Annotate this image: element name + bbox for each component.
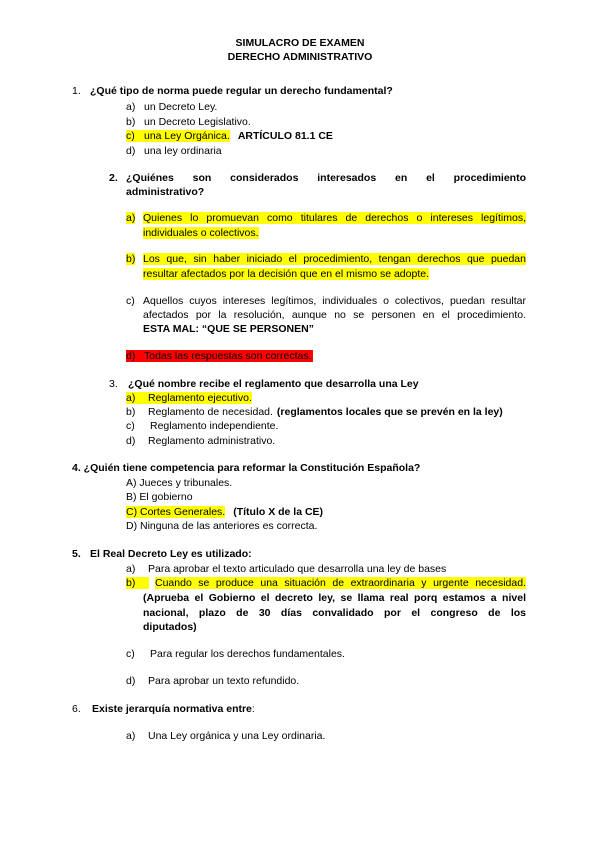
q2-option-c-note: ESTA MAL: “QUE SE PERSONEN” xyxy=(143,323,314,335)
question-3-number: 3. xyxy=(109,378,118,390)
question-2-text-line2: administrativo? xyxy=(126,186,205,198)
q1-note: ARTÍCULO 81.1 CE xyxy=(237,130,333,142)
q3-option-c: c) Reglamento independiente. xyxy=(126,420,279,432)
question-1-text: ¿Qué tipo de norma puede regular un derecho fundamental? xyxy=(90,85,393,97)
question-1-number: 1. xyxy=(72,85,81,97)
q2-option-a-letter: a) xyxy=(126,212,136,224)
q2-option-b-letter: b) xyxy=(126,253,136,265)
q3-option-d: d) Reglamento administrativo. xyxy=(126,435,276,447)
question-4-text: 4. ¿Quién tiene competencia para reformar la Constitución Española? xyxy=(72,462,421,474)
q4-option-c: C) Cortes Generales. (Título X de la CE) xyxy=(126,506,324,518)
q4-note: (Título X de la CE) xyxy=(233,506,324,518)
question-5-number: 5. xyxy=(72,548,81,560)
q2-option-b-line1: Los que, sin haber iniciado el procedimiento, tengan derechos que puedan xyxy=(143,253,526,265)
q5-option-d: d) Para aprobar un texto refundido. xyxy=(126,675,300,687)
q6-option-a: a) Una Ley orgánica y una Ley ordinaria. xyxy=(126,730,326,742)
q4-option-d: D) Ninguna de las anteriores es correcta. xyxy=(126,520,318,532)
q2-option-c-letter: c) xyxy=(126,295,135,307)
q4-option-b: B) El gobierno xyxy=(126,491,193,503)
q5-option-b-letter: b) xyxy=(126,577,149,590)
q2-option-a-line2: individuales o colectivos. xyxy=(143,227,259,239)
q1-option-c: c) una Ley Orgánica. ARTÍCULO 81.1 CE xyxy=(126,130,333,142)
q5-option-b-text: Cuando se produce una situación de extraordinaria y urgente necesidad. xyxy=(155,577,526,589)
q5-option-a: a) Para aprobar el texto articulado que desarrolla una ley de bases xyxy=(126,563,447,575)
q5-note-line3: diputados) xyxy=(143,621,197,633)
question-6-text: Existe jerarquía normativa entre: xyxy=(92,703,255,715)
q5-note-line2: nacional, plazo de 30 días convalidado por el congreso de los xyxy=(143,607,526,619)
q3-option-b: b) Reglamento de necesidad. (reglamentos locales que se prevén en la ley) xyxy=(126,406,503,418)
q1-option-b: b) un Decreto Legislativo. xyxy=(126,116,251,128)
page-title: SIMULACRO DE EXAMEN xyxy=(235,37,365,49)
q2-option-b-line2: resultar afectados por la decisión que en el mismo se adopte. xyxy=(143,268,429,280)
q2-option-a-line1: Quienes lo promuevan como titulares de derechos o intereses legítimos, xyxy=(143,212,526,224)
q2-option-c-line2: afectados por la resolución, aunque no se personen en el procedimiento. xyxy=(143,309,526,321)
q2-option-c-line1: Aquellos cuyos intereses legítimos, individuales o colectivos, puedan resultar xyxy=(143,295,526,307)
page-subtitle: DERECHO ADMINISTRATIVO xyxy=(227,51,373,63)
question-6-number: 6. xyxy=(72,703,81,715)
q5-note-line1: (Aprueba el Gobierno el decreto ley, se llama real porq estamos a nivel xyxy=(143,592,526,604)
q2-option-d: d) Todas las respuestas son correctas. xyxy=(126,350,312,362)
question-2-number: 2. xyxy=(109,172,118,184)
q3-note: (reglamentos locales que se prevén en la ley) xyxy=(276,406,503,418)
q3-option-a: a) Reglamento ejecutivo. xyxy=(126,392,252,404)
question-2-text-line1: ¿Quiénes son considerados interesados en el procedimiento xyxy=(126,172,526,184)
q1-option-a: a) un Decreto Ley. xyxy=(126,101,218,113)
q5-option-c: c) Para regular los derechos fundamentales. xyxy=(126,648,345,660)
q4-option-a: A) Jueces y tribunales. xyxy=(126,477,233,489)
q1-option-d: d) una ley ordinaria xyxy=(126,145,222,157)
question-5-text: El Real Decreto Ley es utilizado: xyxy=(90,548,252,560)
question-3-text: ¿Qué nombre recibe el reglamento que desarrolla una Ley xyxy=(128,378,419,390)
